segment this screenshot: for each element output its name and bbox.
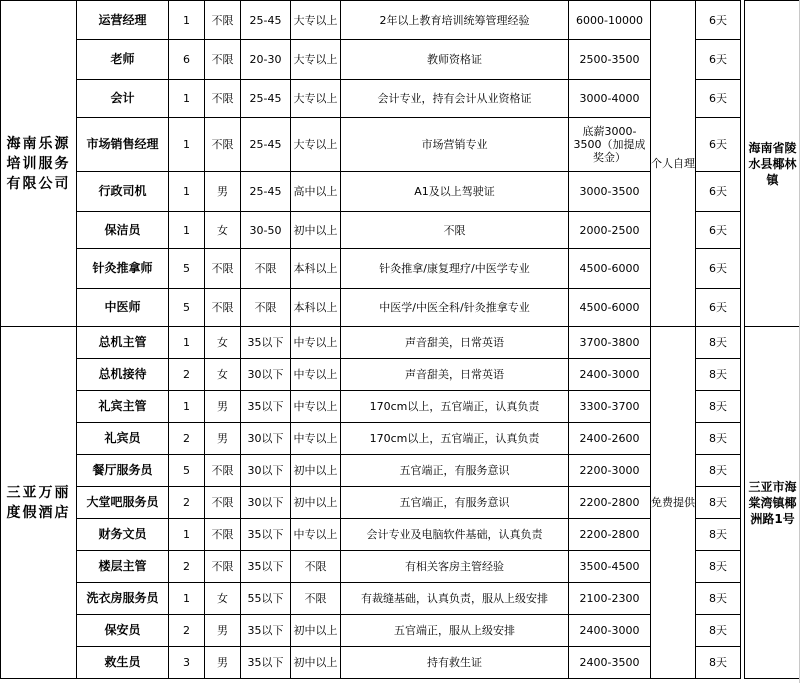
- rest-days: 8天: [696, 551, 741, 583]
- requirement: 170cm以上，五官端正，认真负责: [341, 423, 569, 455]
- job-title: 大堂吧服务员: [77, 487, 169, 519]
- gender: 男: [205, 647, 241, 679]
- age-range: 35以下: [241, 391, 291, 423]
- rest-days: 8天: [696, 487, 741, 519]
- requirement: 170cm以上，五官端正，认真负责: [341, 391, 569, 423]
- salary: 2400-3000: [569, 615, 651, 647]
- job-row: [1, 1, 800, 40]
- job-title: 针灸推拿师: [77, 249, 169, 289]
- headcount: 6: [169, 40, 205, 80]
- age-range: 30-50: [241, 212, 291, 249]
- rest-days: 6天: [696, 40, 741, 80]
- gender: 女: [205, 327, 241, 359]
- age-range: 不限: [241, 289, 291, 327]
- company-name: 海南乐源培训服务有限公司: [1, 1, 77, 327]
- job-title: 餐厅服务员: [77, 455, 169, 487]
- age-range: 不限: [241, 249, 291, 289]
- salary: 6000-10000: [569, 1, 651, 40]
- salary: 2400-3000: [569, 359, 651, 391]
- headcount: 2: [169, 487, 205, 519]
- requirement: 市场营销专业: [341, 118, 569, 172]
- rest-days: 8天: [696, 615, 741, 647]
- age-range: 30以下: [241, 423, 291, 455]
- education: 本科以上: [291, 289, 341, 327]
- salary: 2200-2800: [569, 487, 651, 519]
- headcount: 1: [169, 212, 205, 249]
- headcount: 5: [169, 249, 205, 289]
- age-range: 35以下: [241, 519, 291, 551]
- rest-days: 6天: [696, 212, 741, 249]
- salary: 3700-3800: [569, 327, 651, 359]
- work-address: 海南省陵水县椰林镇: [745, 1, 800, 327]
- job-title: 救生员: [77, 647, 169, 679]
- education: 中专以上: [291, 423, 341, 455]
- rest-days: 8天: [696, 583, 741, 615]
- salary: 3500-4500: [569, 551, 651, 583]
- headcount: 1: [169, 583, 205, 615]
- education: 大专以上: [291, 1, 341, 40]
- requirement: 不限: [341, 212, 569, 249]
- age-range: 35以下: [241, 327, 291, 359]
- headcount: 1: [169, 80, 205, 118]
- rest-days: 6天: [696, 80, 741, 118]
- age-range: 35以下: [241, 647, 291, 679]
- column-gap: [741, 519, 745, 551]
- gender: 男: [205, 391, 241, 423]
- salary: 4500-6000: [569, 249, 651, 289]
- rest-days: 6天: [696, 172, 741, 212]
- requirement: 有相关客房主管经验: [341, 551, 569, 583]
- job-title: 洗衣房服务员: [77, 583, 169, 615]
- salary: 2000-2500: [569, 212, 651, 249]
- salary: 4500-6000: [569, 289, 651, 327]
- requirement: 五官端正，有服务意识: [341, 455, 569, 487]
- education: 中专以上: [291, 327, 341, 359]
- gender: 不限: [205, 551, 241, 583]
- requirement: 2年以上教育培训统筹管理经验: [341, 1, 569, 40]
- headcount: 2: [169, 423, 205, 455]
- education: 初中以上: [291, 647, 341, 679]
- education: 大专以上: [291, 118, 341, 172]
- accommodation: 免费提供: [651, 327, 696, 679]
- education: 不限: [291, 583, 341, 615]
- requirement: 五官端正，有服务意识: [341, 487, 569, 519]
- education: 初中以上: [291, 487, 341, 519]
- job-title: 老师: [77, 40, 169, 80]
- headcount: 3: [169, 647, 205, 679]
- column-gap: [741, 455, 745, 487]
- column-gap: [741, 423, 745, 455]
- column-gap: [741, 172, 745, 212]
- rest-days: 8天: [696, 647, 741, 679]
- requirement: 声音甜美，日常英语: [341, 359, 569, 391]
- column-gap: [741, 40, 745, 80]
- education: 不限: [291, 551, 341, 583]
- age-range: 35以下: [241, 615, 291, 647]
- requirement: 中医学/中医全科/针灸推拿专业: [341, 289, 569, 327]
- age-range: 25-45: [241, 80, 291, 118]
- gender: 不限: [205, 455, 241, 487]
- gender: 不限: [205, 249, 241, 289]
- salary: 3300-3700: [569, 391, 651, 423]
- gender: 女: [205, 212, 241, 249]
- gender: 女: [205, 359, 241, 391]
- job-title: 礼宾主管: [77, 391, 169, 423]
- gender: 不限: [205, 519, 241, 551]
- education: 高中以上: [291, 172, 341, 212]
- headcount: 1: [169, 391, 205, 423]
- age-range: 30以下: [241, 487, 291, 519]
- requirement: 针灸推拿/康复理疗/中医学专业: [341, 249, 569, 289]
- headcount: 2: [169, 551, 205, 583]
- job-title: 总机主管: [77, 327, 169, 359]
- education: 中专以上: [291, 391, 341, 423]
- job-title: 保安员: [77, 615, 169, 647]
- column-gap: [741, 647, 745, 679]
- column-gap: [741, 359, 745, 391]
- age-range: 25-45: [241, 1, 291, 40]
- education: 初中以上: [291, 212, 341, 249]
- salary: 2200-3000: [569, 455, 651, 487]
- job-title: 楼层主管: [77, 551, 169, 583]
- gender: 不限: [205, 1, 241, 40]
- job-title: 保洁员: [77, 212, 169, 249]
- job-title: 市场销售经理: [77, 118, 169, 172]
- age-range: 30以下: [241, 359, 291, 391]
- education: 大专以上: [291, 80, 341, 118]
- column-gap: [741, 391, 745, 423]
- rest-days: 6天: [696, 1, 741, 40]
- age-range: 25-45: [241, 172, 291, 212]
- rest-days: 8天: [696, 327, 741, 359]
- gender: 女: [205, 583, 241, 615]
- gender: 男: [205, 423, 241, 455]
- requirement: 教师资格证: [341, 40, 569, 80]
- rest-days: 8天: [696, 423, 741, 455]
- age-range: 20-30: [241, 40, 291, 80]
- headcount: 1: [169, 1, 205, 40]
- headcount: 1: [169, 118, 205, 172]
- requirement: 五官端正，服从上级安排: [341, 615, 569, 647]
- age-range: 55以下: [241, 583, 291, 615]
- rest-days: 8天: [696, 519, 741, 551]
- rest-days: 8天: [696, 455, 741, 487]
- company-name: 三亚万丽度假酒店: [1, 327, 77, 679]
- job-title: 财务文员: [77, 519, 169, 551]
- rest-days: 6天: [696, 249, 741, 289]
- job-title: 中医师: [77, 289, 169, 327]
- job-title: 总机接待: [77, 359, 169, 391]
- gender: 不限: [205, 80, 241, 118]
- salary: 3000-4000: [569, 80, 651, 118]
- education: 中专以上: [291, 519, 341, 551]
- education: 初中以上: [291, 455, 341, 487]
- requirement: A1及以上驾驶证: [341, 172, 569, 212]
- job-title: 礼宾员: [77, 423, 169, 455]
- column-gap: [741, 583, 745, 615]
- headcount: 5: [169, 289, 205, 327]
- salary: 2500-3500: [569, 40, 651, 80]
- column-gap: [741, 80, 745, 118]
- rest-days: 6天: [696, 118, 741, 172]
- rest-days: 6天: [696, 289, 741, 327]
- gender: 不限: [205, 289, 241, 327]
- job-row: [1, 327, 800, 359]
- gender: 不限: [205, 487, 241, 519]
- age-range: 25-45: [241, 118, 291, 172]
- education: 大专以上: [291, 40, 341, 80]
- education: 中专以上: [291, 359, 341, 391]
- gender: 不限: [205, 40, 241, 80]
- rest-days: 8天: [696, 359, 741, 391]
- gender: 男: [205, 172, 241, 212]
- age-range: 35以下: [241, 551, 291, 583]
- salary: 2400-2600: [569, 423, 651, 455]
- headcount: 1: [169, 327, 205, 359]
- salary: 底薪3000-3500（加提成奖金）: [569, 118, 651, 172]
- requirement: 持有救生证: [341, 647, 569, 679]
- column-gap: [741, 615, 745, 647]
- rest-days: 8天: [696, 391, 741, 423]
- column-gap: [741, 118, 745, 172]
- job-title: 行政司机: [77, 172, 169, 212]
- requirement: 会计专业及电脑软件基础，认真负责: [341, 519, 569, 551]
- salary: 2200-2800: [569, 519, 651, 551]
- education: 初中以上: [291, 615, 341, 647]
- salary: 2100-2300: [569, 583, 651, 615]
- gender: 不限: [205, 118, 241, 172]
- headcount: 1: [169, 519, 205, 551]
- education: 本科以上: [291, 249, 341, 289]
- job-title: 运营经理: [77, 1, 169, 40]
- requirement: 会计专业，持有会计从业资格证: [341, 80, 569, 118]
- gender: 男: [205, 615, 241, 647]
- salary: 2400-3500: [569, 647, 651, 679]
- salary: 3000-3500: [569, 172, 651, 212]
- work-address: 三亚市海棠湾镇椰洲路1号: [745, 327, 800, 679]
- column-gap: [741, 249, 745, 289]
- headcount: 2: [169, 615, 205, 647]
- column-gap: [741, 487, 745, 519]
- job-title: 会计: [77, 80, 169, 118]
- column-gap: [741, 212, 745, 249]
- headcount: 1: [169, 172, 205, 212]
- requirement: 声音甜美，日常英语: [341, 327, 569, 359]
- age-range: 30以下: [241, 455, 291, 487]
- accommodation: 个人自理: [651, 1, 696, 327]
- column-gap: [741, 289, 745, 327]
- headcount: 2: [169, 359, 205, 391]
- requirement: 有裁缝基础，认真负责，服从上级安排: [341, 583, 569, 615]
- column-gap: [741, 551, 745, 583]
- headcount: 5: [169, 455, 205, 487]
